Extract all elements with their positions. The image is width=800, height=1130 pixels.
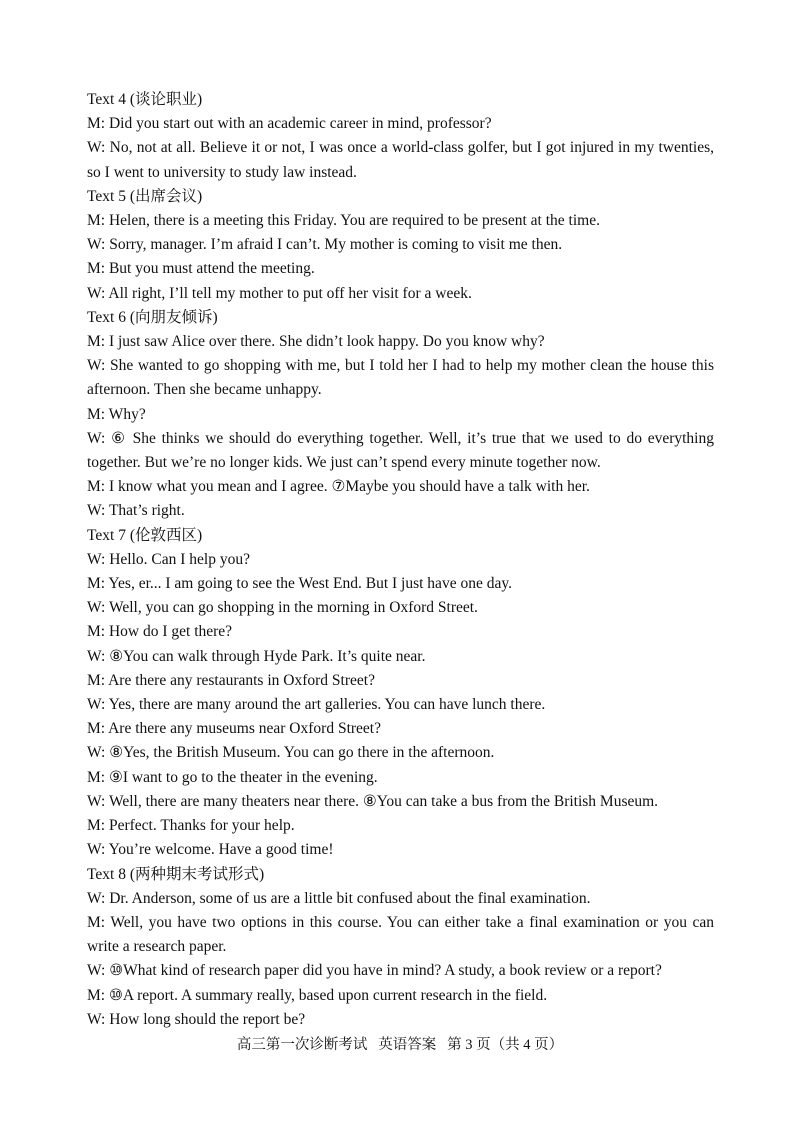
transcript-line: W: Hello. Can I help you? — [87, 550, 250, 568]
transcript-line: W: Dr. Anderson, some of us are a little bit confused about the final examination. — [87, 889, 591, 907]
transcript-line: M: ⑩A report. A summary really, based upon current research in the field. — [87, 986, 548, 1004]
answer-page-body — [87, 88, 714, 1032]
transcript-line: W: Sorry, manager. I’m afraid I can’t. My mother is coming to visit me then. — [87, 236, 563, 254]
transcript-line: W: How long should the report be? — [87, 1010, 306, 1028]
text-section-heading: Text 4 (谈论职业) — [87, 91, 203, 108]
transcript-paragraph: W: No, not at all. Believe it or not, I was once a world-class golfer, but I got injured in my twenties, so I went to university to study law instead. — [87, 139, 714, 181]
transcript-line: W: ⑩What kind of research paper did you have in mind? A study, a book review or a report? — [87, 962, 662, 980]
transcript-paragraph: M: Well, you have two options in this course. You can either take a final examination or you can write a research paper. — [87, 913, 714, 956]
transcript-line: W: ⑧Yes, the British Museum. You can go there in the afternoon. — [87, 744, 495, 762]
transcript-line: M: Why? — [87, 405, 146, 423]
transcript-line: M: I just saw Alice over there. She didn’t look happy. Do you know why? — [87, 333, 545, 351]
transcript-line: M: I know what you mean and I agree. ⑦Maybe you should have a talk with her. — [87, 478, 590, 496]
transcript-line: M: Did you start out with an academic career in mind, professor? — [87, 115, 492, 133]
transcript-line: W: All right, I’ll tell my mother to put off her visit for a week. — [87, 284, 472, 302]
transcript-line: M: Are there any museums near Oxford Street? — [87, 720, 381, 738]
transcript-line: W: You’re welcome. Have a good time! — [87, 841, 334, 859]
transcript-line: M: How do I get there? — [87, 623, 233, 641]
transcript-line: W: Well, there are many theaters near there. ⑧You can take a bus from the British Museum. — [87, 792, 659, 810]
transcript-line: W: That’s right. — [87, 502, 185, 520]
transcript-line: M: But you must attend the meeting. — [87, 260, 315, 278]
text-section-heading: Text 8 (两种期末考试形式) — [87, 865, 265, 883]
transcript-line: W: ⑧You can walk through Hyde Park. It’s quite near. — [87, 647, 426, 665]
transcript-line: M: Perfect. Thanks for your help. — [87, 817, 295, 835]
transcript-line: W: Well, you can go shopping in the morning in Oxford Street. — [87, 599, 478, 617]
text-section-heading: Text 7 (伦敦西区) — [87, 526, 203, 544]
transcript-line: M: Are there any restaurants in Oxford Street? — [87, 671, 375, 689]
transcript-paragraph: W: ⑥ She thinks we should do everything together. Well, it’s true that we used to do everything together. But we’re no longer kids. We just can’t spend every minute together now. — [87, 429, 714, 472]
text-section-heading: Text 5 (出席会议) — [87, 187, 203, 205]
page-footer: 高三第一次诊断考试 英语答案 第 3 页（共 4 页） — [236, 1037, 564, 1053]
transcript-paragraph: W: She wanted to go shopping with me, but I told her I had to help my mother clean the house this afternoon. Then she became unhappy. — [87, 357, 714, 399]
transcript-line: M: Helen, there is a meeting this Friday. You are required to be present at the time. — [87, 212, 600, 230]
text-section-heading: Text 6 (向朋友倾诉) — [87, 308, 218, 326]
transcript-line: W: Yes, there are many around the art galleries. You can have lunch there. — [87, 696, 546, 714]
transcript-line: M: Yes, er... I am going to see the West End. But I just have one day. — [87, 575, 512, 593]
transcript-line: M: ⑨I want to go to the theater in the evening. — [87, 768, 378, 786]
